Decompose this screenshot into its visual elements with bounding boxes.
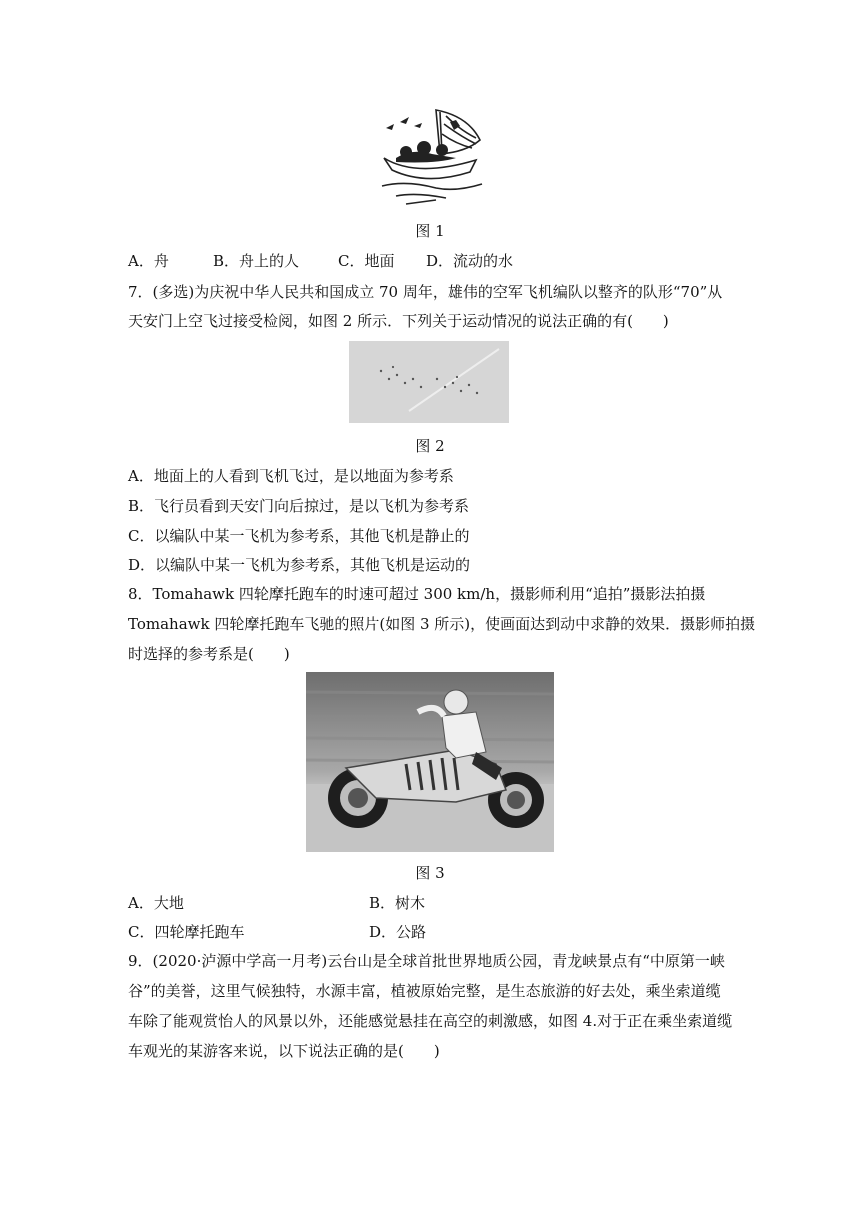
q6-option-c: C．地面 bbox=[338, 252, 395, 270]
q9-stem-line-1: 9．(2020·泸源中学高一月考)云台山是全球首批世界地质公园，青龙峡景点有“中原第一峡 bbox=[128, 952, 725, 970]
q6-option-d: D．流动的水 bbox=[426, 252, 514, 270]
q8-stem-line-1: 8．Tomahawk 四轮摩托跑车的时速可超过 300 km/h，摄影师利用“追拍”摄影法拍摄 bbox=[128, 585, 706, 603]
q6-option-b: B．舟上的人 bbox=[213, 252, 300, 270]
q7-option-a: A．地面上的人看到飞机飞过，是以地面为参考系 bbox=[128, 467, 454, 485]
q8-option-c: C．四轮摩托跑车 bbox=[128, 923, 245, 941]
q7-option-b: B．飞行员看到天安门向后掠过，是以飞机为参考系 bbox=[128, 497, 470, 515]
figure-3-motorcycle-photo bbox=[306, 672, 554, 852]
q9-stem-line-2: 谷”的美誉，这里气候独特，水源丰富，植被原始完整，是生态旅游的好去处，乘坐索道缆 bbox=[128, 982, 721, 1000]
q8-stem-line-3: 时选择的参考系是( ) bbox=[128, 645, 290, 663]
figure-2-aircraft-formation-photo bbox=[349, 341, 509, 423]
q7-option-c: C．以编队中某一飞机为参考系，其他飞机是静止的 bbox=[128, 527, 470, 545]
q9-stem-line-4: 车观光的某游客来说，以下说法正确的是( ) bbox=[128, 1042, 440, 1060]
q8-stem-line-2: Tomahawk 四轮摩托跑车飞驰的照片(如图 3 所示)，使画面达到动中求静的效果．摄影师拍摄 bbox=[128, 615, 756, 633]
figure-1-caption: 图 1 bbox=[415, 222, 445, 240]
figure-1-boat-illustration bbox=[376, 100, 488, 212]
q7-option-d: D．以编队中某一飞机为参考系，其他飞机是运动的 bbox=[128, 556, 471, 574]
q8-option-a: A．大地 bbox=[128, 894, 184, 912]
figure-3-caption: 图 3 bbox=[415, 864, 445, 882]
q8-option-b: B．树木 bbox=[369, 894, 426, 912]
q9-stem-line-3: 车除了能观赏怡人的风景以外，还能感觉悬挂在高空的刺激感，如图 4.对于正在乘坐索道缆 bbox=[128, 1012, 733, 1030]
figure-2-caption: 图 2 bbox=[415, 437, 445, 455]
q8-option-d: D．公路 bbox=[369, 923, 427, 941]
q6-option-a: A．舟 bbox=[128, 252, 169, 270]
q7-stem-line-2: 天安门上空飞过接受检阅，如图 2 所示．下列关于运动情况的说法正确的有( ) bbox=[128, 312, 669, 330]
q7-stem-line-1: 7．(多选)为庆祝中华人民共和国成立 70 周年，雄伟的空军飞机编队以整齐的队形“70”从 bbox=[128, 283, 723, 301]
